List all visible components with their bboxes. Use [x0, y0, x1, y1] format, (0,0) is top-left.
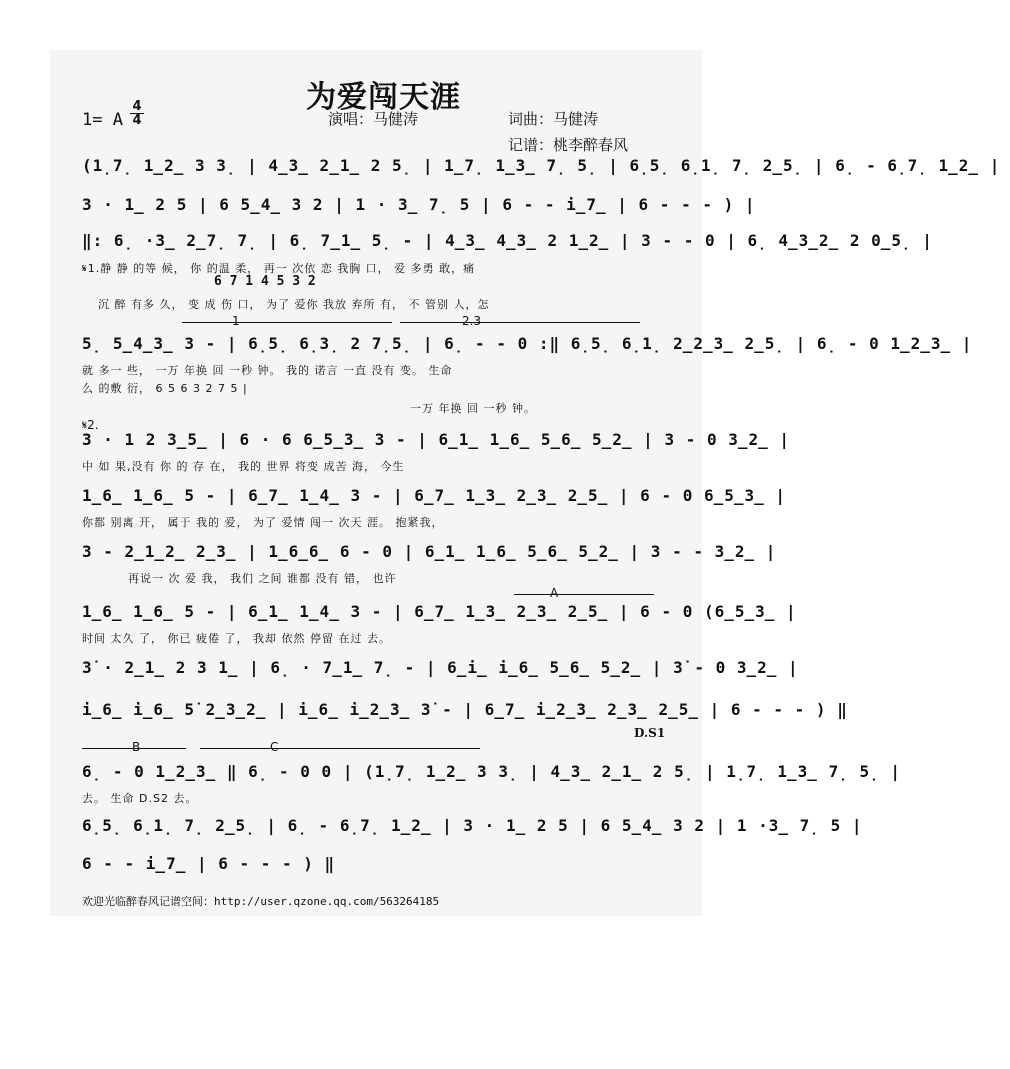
lyric-line: 𝄋1.静 静 的等 候， 你 的温 柔， 再一 次依 恋 我胸 口， 爱 多勇 敢，痛: [82, 262, 476, 275]
time-signature: [130, 100, 144, 127]
song-title: 为爱闯天涯: [306, 80, 461, 115]
volta-label-1: 1: [232, 314, 240, 328]
notation-row: 5̣ 5̲4̲3̲ 3 - | 6̣5̣ 6̣3̣ 2 7̣5̣ | 6̣ - - 0 :‖ 6̣5̣ 6̣1̣ 2̲2̲3̲ 2̲5̣ | 6̣ - 0 1̲2̲3̲ |: [82, 334, 973, 353]
footer-note: 欢迎光临醉春风记谱空间：http://user.qzone.qq.com/563264185: [82, 895, 440, 908]
volta-line-1: [182, 322, 392, 323]
composer-credit: 词曲：马健涛: [508, 110, 599, 128]
volta-label-a: A: [550, 586, 559, 600]
volta-label-c: C: [270, 740, 279, 754]
singer-credit: 演唱：马健涛: [328, 110, 419, 128]
ds1-mark: D.S1: [634, 726, 666, 740]
lyric-line: 么 的敷 衍， 6 5 6 3 2 7 5 |: [82, 382, 248, 395]
key-signature: 1= A: [82, 110, 123, 130]
notation-row: 3 · 1̲ 2 5 | 6 5̲4̲ 3 2 | 1 · 3̲ 7̣ 5 | 6 - - i̲7̲ | 6 - - - ) |: [82, 195, 756, 214]
lyric-line: 中 如 果,没有 你 的 存 在， 我的 世界 将变 成苦 海， 今生: [82, 460, 405, 473]
volta-line-a: [514, 594, 654, 595]
notation-row: 6̣5̣ 6̣1̣ 7̣ 2̲5̣ | 6̣ - 6̣7̣ 1̲2̲ | 3 · 1̲ 2 5 | 6 5̲4̲ 3 2 | 1 ·3̲ 7̣ 5 |: [82, 816, 863, 835]
notation-row: 3 · 1 2 3̲5̲ | 6 · 6 6̲5̲3̲ 3 - | 6̲1̲ 1̲6̲ 5̲6̲ 5̲2̲ | 3 - 0 3̲2̲ |: [82, 430, 791, 449]
volta-label-b: B: [132, 740, 141, 754]
notation-row: i̲6̲ i̲6̲ 5̇ 2̲3̲2̲ | i̲6̲ i̲2̲3̲ 3̇ - | 6̲7̲ i̲2̲3̲ 2̲3̲ 2̲5̲ | 6 - - - ) ‖: [82, 700, 848, 719]
lyric-line: 再说一 次 爱 我， 我们 之间 谁都 没有 错， 也许: [128, 572, 397, 585]
volta-line-c: [200, 748, 480, 749]
lyric-line: 沉 醉 有多 久， 变 成 伤 口， 为了 爱你 我放 弃所 有， 不 管别 人，怎: [98, 298, 490, 311]
notation-row: 1̲6̲ 1̲6̲ 5 - | 6̲7̲ 1̲4̲ 3 - | 6̲7̲ 1̲3̲ 2̲3̲ 2̲5̲ | 6 - 0 6̲5̲3̲ |: [82, 486, 787, 505]
time-bottom: 4: [132, 113, 142, 128]
lyric-line: 你都 别离 开， 属于 我的 爱， 为了 爱情 闯一 次天 涯。 抱紧我，: [82, 516, 444, 529]
notation-row: 3 - 2̲1̲2̲ 2̲3̲ | 1̲6̲6̲ 6 - 0 | 6̲1̲ 1̲6̲ 5̲6̲ 5̲2̲ | 3 - - 3̲2̲ |: [82, 542, 777, 561]
lyric-line: 时间 太久 了， 你已 疲倦 了， 我却 依然 停留 在过 去。: [82, 632, 391, 645]
notation-row: 6̣ - 0 1̲2̲3̲ ‖ 6̣ - 0 0 | (1̣7̣ 1̲2̲ 3 3̣ | 4̲3̲ 2̲1̲ 2 5̣ | 1̣7̣ 1̲3̲ 7̣ 5̣ |: [82, 762, 901, 781]
score-sheet: [50, 50, 1001, 916]
volta-label-23: 2.3: [462, 314, 482, 328]
lyric-line: 去。 生命 D.S2 去。: [82, 792, 198, 805]
volta-line-23: [400, 322, 640, 323]
time-top: 4: [130, 100, 144, 114]
lyric-line: 就 多一 些， 一万 年换 回 一秒 钟。 我的 诺言 一直 没有 变。 生命: [82, 364, 453, 377]
notation-row: 3̇ · 2̲1̲ 2 3 1̲ | 6̣ · 7̲1̲ 7̣ - | 6̲i̲ i̲6̲ 5̲6̲ 5̲2̲ | 3̇ - 0 3̲2̲ |: [82, 658, 799, 677]
notation-row: 6 - - i̲7̲ | 6 - - - ) ‖: [82, 854, 336, 873]
notation-row: ‖: 6̣ ·3̲ 2̲7̣ 7̣ | 6̣ 7̲1̲ 5̣ - | 4̲3̲ 4̲3̲ 2 1̲2̲ | 3 - - 0 | 6̣ 4̲3̲2̲ 2 0̲5̣ |: [82, 231, 933, 250]
segno-2: 𝄋2.: [82, 418, 99, 432]
transcriber-credit: 记谱：桃李醉春风: [508, 136, 629, 154]
notation-row: (1̣7̣ 1̲2̲ 3 3̣ | 4̲3̲ 2̲1̲ 2 5̣ | 1̲7̣ 1̲3̲ 7̣ 5̣ | 6̣5̣ 6̣1̣ 7̣ 2̲5̣ | 6̣ - 6̣7̣ 1̲2̲ |: [82, 156, 1001, 175]
notation-row: 1̲6̲ 1̲6̲ 5 - | 6̲1̲ 1̲4̲ 3 - | 6̲7̲ 1̲3̲ 2̲3̲ 2̲5̲ | 6 - 0 (6̲5̲3̲ |: [82, 602, 797, 621]
alt-notation: 6 7 1 4 5 3 2: [214, 274, 316, 289]
lyric-line: 一万 年换 回 一秒 钟。: [410, 402, 536, 415]
